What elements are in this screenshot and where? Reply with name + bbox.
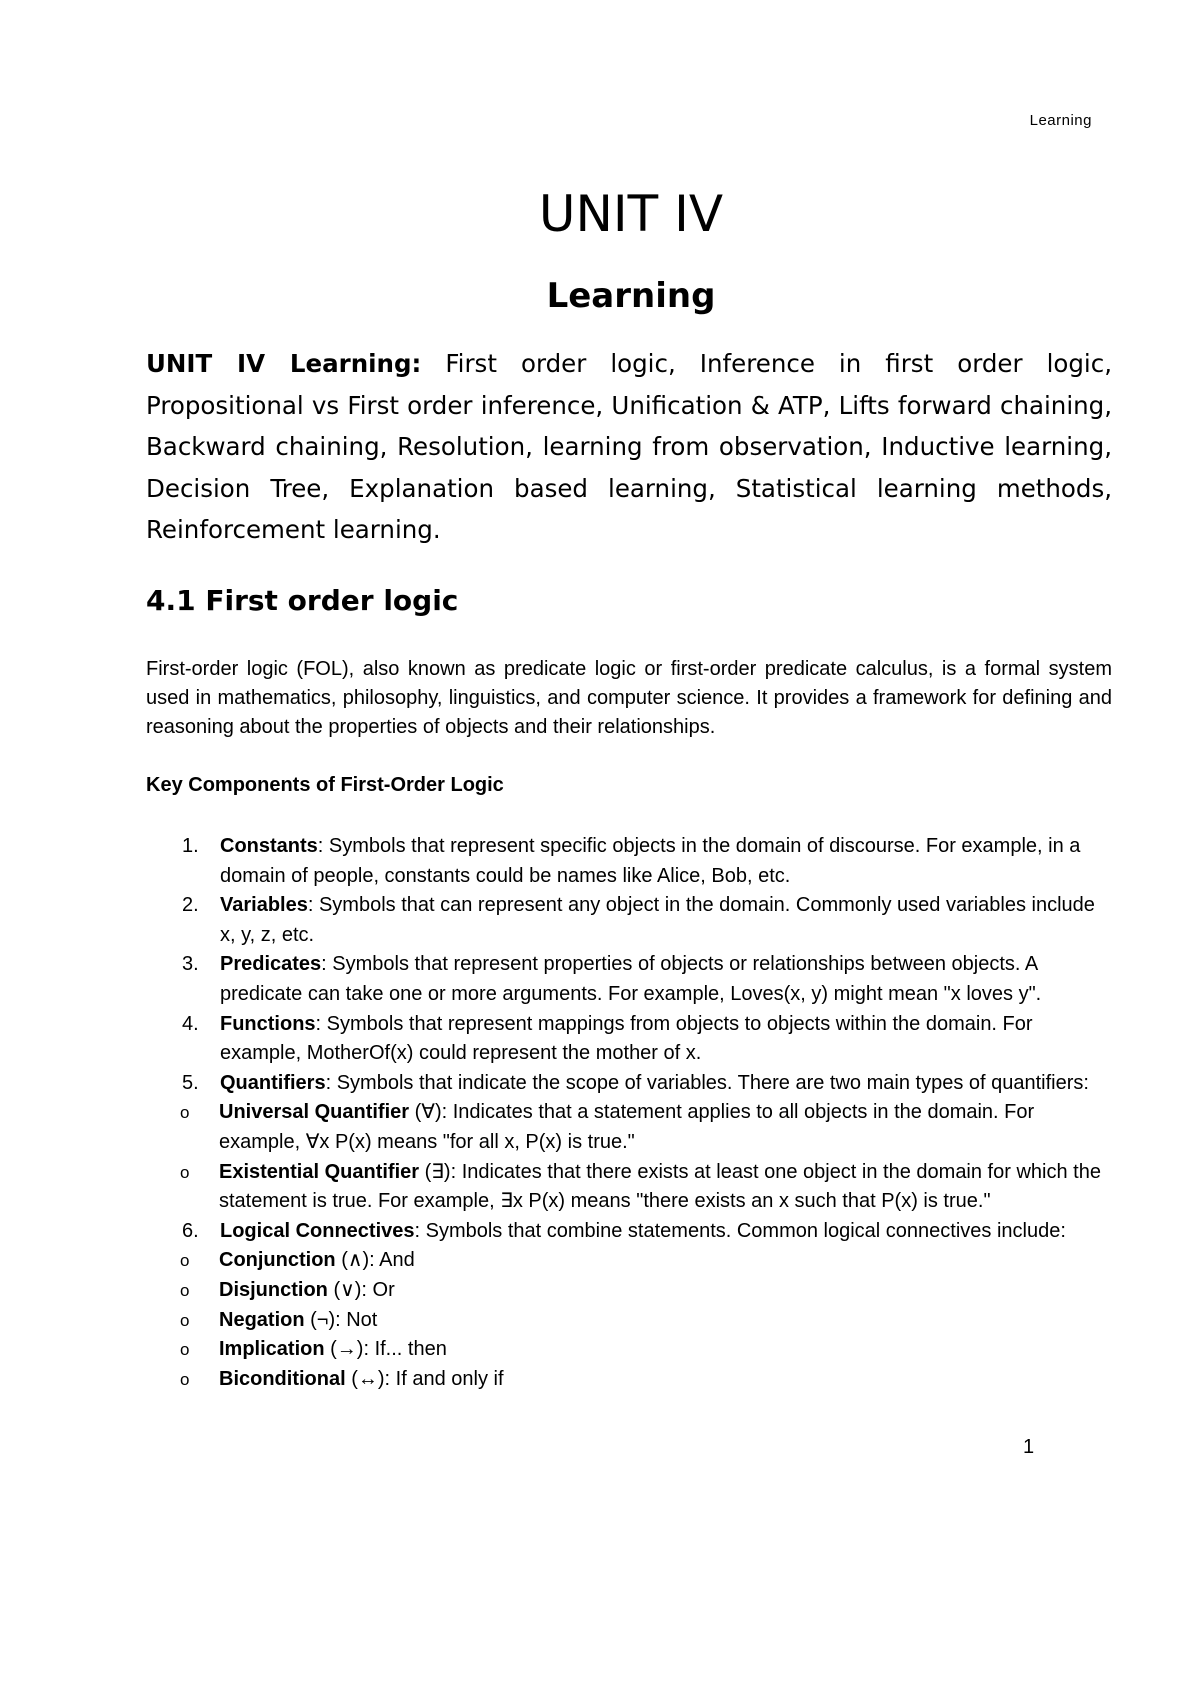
list-item: [146, 1217, 1112, 1247]
bullet-icon: o: [180, 1251, 190, 1271]
sub-list-item: [72, 1306, 1112, 1336]
sub-list-item: [72, 1158, 1112, 1217]
section-heading: 4.1 First order logic: [146, 584, 459, 617]
list-text: : Symbols that represent specific objects in the domain of discourse. For example, in a domain of people, constants could be names like Alice, Bob, etc.: [220, 835, 1081, 887]
key-components-heading: Key Components of First-Order Logic: [146, 774, 504, 796]
list-text: : Symbols that can represent any object in the domain. Commonly used variables include x, y, z, etc.: [220, 894, 1095, 946]
list-text: : Symbols that combine statements. Common logical connectives include:: [414, 1219, 1066, 1242]
list-text: : Symbols that represent mappings from objects to objects within the domain. For example, MotherOf(x) could represent the mother of x.: [220, 1012, 1033, 1065]
syllabus-paragraph: [146, 343, 1112, 551]
sub-list-item: [72, 1335, 1112, 1365]
list-number: 5.: [182, 1071, 199, 1094]
list-text: : Symbols that indicate the scope of variables. There are two main types of quantifiers:: [325, 1071, 1089, 1094]
sub-list-text: (∧): And: [335, 1249, 415, 1272]
sub-list-term: Conjunction: [219, 1249, 336, 1272]
sub-list-term: Implication: [219, 1338, 325, 1361]
bullet-icon: o: [180, 1369, 190, 1389]
list-item: [146, 950, 1112, 1009]
bullet-icon: o: [180, 1310, 190, 1330]
running-header: Learning: [1029, 112, 1092, 129]
sub-list-item: [72, 1246, 1112, 1276]
intro-paragraph: First-order logic (FOL), also known as predicate logic or first-order predicate calculus, is a formal system used in mathematics, philosophy, linguistics, and computer science. It provides a framework for defining and reasoning about the properties of objects and their relationships.: [146, 658, 1112, 738]
components-list: [146, 832, 1112, 1394]
sub-list-item: [72, 1365, 1112, 1395]
sub-list-term: Negation: [219, 1308, 305, 1331]
sub-list-text: (¬): Not: [304, 1308, 378, 1331]
sub-list-text: (↔): If and only if: [345, 1367, 504, 1390]
page-number: 1: [1023, 1436, 1035, 1458]
list-term: Quantifiers: [220, 1071, 326, 1094]
sub-list-item: [72, 1276, 1112, 1306]
sub-list-text: (∨): Or: [327, 1278, 395, 1301]
sub-list-text: (∃): Indicates that there exists at least one object in the domain for which the statement is true. For example, ∃x P(x) means "there exists an x such that P(x) is true.": [219, 1160, 1101, 1213]
list-number: 4.: [182, 1012, 199, 1035]
sub-list-term: Existential Quantifier: [219, 1160, 420, 1183]
list-number: 1.: [182, 835, 199, 857]
sub-list-text: (→): If... then: [324, 1338, 447, 1361]
list-term: Logical Connectives: [220, 1219, 415, 1242]
syllabus-text: First order logic, Inference in first order logic, Propositional vs First order inference, Unification & ATP, Lifts forward chaining, Backward chaining, Resolution, learning from observation, Inductive learning, Decision Tree, Explanation based learning, Statistical learning methods, Reinforcement learning.: [146, 349, 1112, 544]
list-item: [146, 1010, 1112, 1069]
list-item: [146, 832, 1112, 891]
syllabus-label: UNIT IV Learning:: [146, 349, 422, 378]
bullet-icon: o: [180, 1280, 190, 1300]
list-term: Variables: [220, 894, 308, 917]
sub-list-term: Biconditional: [219, 1367, 346, 1390]
list-number: 6.: [182, 1219, 199, 1242]
bullet-icon: o: [180, 1340, 190, 1360]
sub-list-term: Disjunction: [219, 1278, 328, 1301]
list-number: 3.: [182, 953, 199, 976]
list-item: [146, 1069, 1112, 1099]
sub-list-term: Universal Quantifier: [219, 1101, 410, 1124]
bullet-icon: o: [180, 1103, 190, 1123]
unit-title: UNIT IV: [538, 185, 724, 243]
sub-list-item: [72, 1098, 1112, 1157]
list-term: Functions: [220, 1012, 316, 1035]
list-term: Constants: [220, 835, 318, 857]
unit-subtitle: Learning: [546, 276, 716, 316]
list-number: 2.: [182, 894, 199, 917]
list-term: Predicates: [220, 953, 322, 976]
bullet-icon: o: [180, 1162, 190, 1182]
list-text: : Symbols that represent properties of objects or relationships between objects. A predicate can take one or more arguments. For example, Loves(x, y) might mean "x loves y".: [220, 953, 1042, 1005]
list-item: [146, 891, 1112, 950]
sub-list-text: (∀): Indicates that a statement applies to all objects in the domain. For example, ∀x P(x) means "for all x, P(x) is true.": [219, 1101, 1035, 1153]
